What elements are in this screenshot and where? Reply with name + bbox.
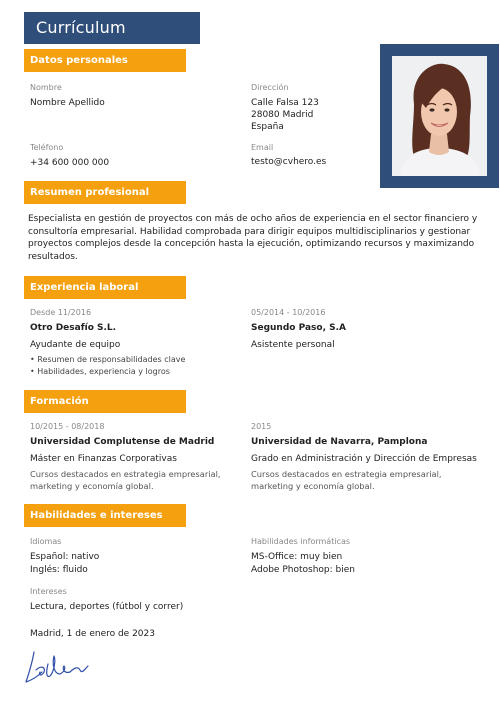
section-heading-summary: Resumen profesional [24, 181, 186, 204]
languages-label: Idiomas [30, 537, 62, 546]
profile-photo [392, 56, 487, 176]
name-label: Nombre [30, 83, 62, 92]
section-heading-skills: Habilidades e intereses [24, 504, 186, 527]
section-heading-experience: Experiencia laboral [24, 276, 186, 299]
address-line-2: 28080 Madrid [251, 110, 314, 120]
email-label: Email [251, 143, 274, 152]
section-heading-education: Formación [24, 390, 186, 413]
experience-1-company: Otro Desafío S.L. [30, 323, 117, 333]
education-2-courses: Cursos destacados en estrategia empresarial, marketing y economía global. [251, 469, 442, 491]
place-date: Madrid, 1 de enero de 2023 [30, 629, 155, 639]
experience-1-role: Ayudante de equipo [30, 340, 121, 350]
experience-1-bullets [30, 354, 185, 378]
it-skill-2: Adobe Photoshop: bien [251, 565, 355, 575]
photo-frame [380, 44, 499, 188]
education-2-dates: 2015 [251, 422, 272, 431]
page-title: Currículum [24, 12, 200, 44]
phone-label: Teléfono [30, 143, 64, 152]
interests-label: Intereses [30, 587, 67, 596]
name-value: Nombre Apellido [30, 98, 105, 108]
experience-2-company: Segundo Paso, S.A [251, 323, 346, 333]
experience-2-role: Asistente personal [251, 340, 335, 350]
address-line-1: Calle Falsa 123 [251, 98, 319, 108]
it-skills-label: Habilidades informáticas [251, 537, 351, 546]
education-2-degree: Grado en Administración y Dirección de Empresas [251, 454, 477, 464]
language-1: Español: nativo [30, 552, 100, 562]
phone-value: +34 600 000 000 [30, 158, 110, 168]
address-label: Dirección [251, 83, 289, 92]
list-item: • Resumen de responsabilidades clave [30, 354, 185, 366]
email-value: testo@cvhero.es [251, 157, 327, 167]
list-item: • Habilidades, experiencia y logros [30, 366, 185, 378]
experience-1-dates: Desde 11/2016 [30, 308, 92, 317]
education-1-school: Universidad Complutense de Madrid [30, 437, 215, 447]
experience-2-dates: 05/2014 - 10/2016 [251, 308, 326, 317]
education-2-school: Universidad de Navarra, Pamplona [251, 437, 428, 447]
signature-icon [22, 646, 102, 686]
interests-value: Lectura, deportes (fútbol y correr) [30, 602, 184, 612]
section-heading-personal: Datos personales [24, 49, 186, 72]
person-portrait-icon [392, 56, 487, 176]
education-1-degree: Máster en Finanzas Corporativas [30, 454, 177, 464]
address-line-3: España [251, 122, 284, 132]
education-1-dates: 10/2015 - 08/2018 [30, 422, 105, 431]
education-1-courses: Cursos destacados en estrategia empresarial, marketing y economía global. [30, 469, 221, 491]
language-2: Inglés: fluido [30, 565, 88, 575]
it-skill-1: MS-Office: muy bien [251, 552, 343, 562]
summary-text: Especialista en gestión de proyectos con más de ocho años de experiencia en el sector financiero y consultoría empresarial. Habilidad comprobada para dirigir equipos multidisciplinarios y gestionar proyectos complejos desde la concepción hasta la ejecución, optimizando recursos y maximizando resultados. [28, 214, 478, 262]
